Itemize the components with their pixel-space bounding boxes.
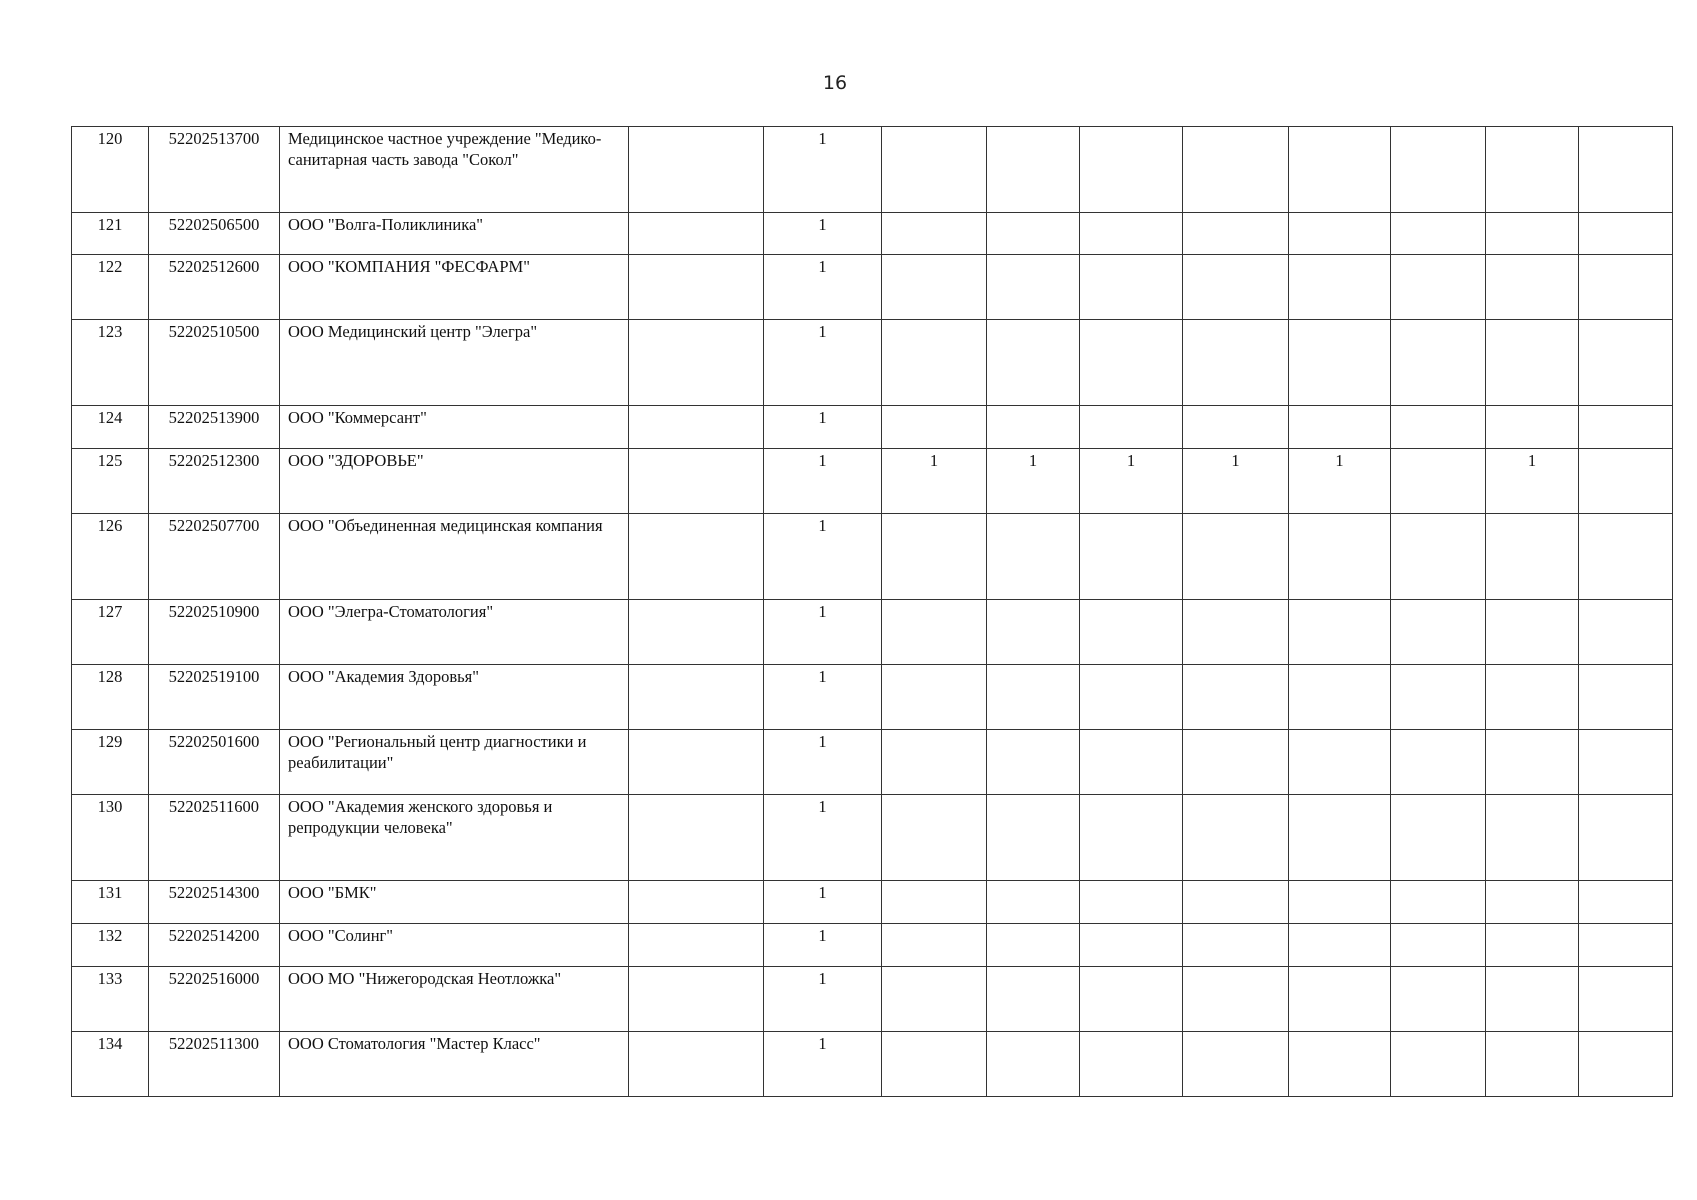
flag-cell [882,1032,987,1097]
flag-cell: 1 [764,665,882,730]
organization-code: 52202512600 [149,255,280,320]
table-row [72,127,1673,213]
flag-cell: 1 [1289,449,1391,514]
table-row [72,514,1673,600]
flag-cell [1486,1032,1579,1097]
flag-cell: 1 [764,967,882,1032]
flag-cell [1183,600,1289,665]
flag-cell [1080,967,1183,1032]
flag-cell [1391,665,1486,730]
row-number: 131 [72,881,149,924]
flag-cell [1080,730,1183,795]
flag-cell [1486,881,1579,924]
organization-code: 52202506500 [149,213,280,255]
flag-cell [882,406,987,449]
flag-cell [1486,514,1579,600]
flag-cell [987,255,1080,320]
flag-cell [1183,924,1289,967]
flag-cell [1391,924,1486,967]
table-row [72,449,1673,514]
flag-cell [1289,665,1391,730]
flag-cell: 1 [764,514,882,600]
flag-cell [1080,881,1183,924]
flag-cell [987,730,1080,795]
flag-cell [1579,600,1673,665]
flag-cell [987,213,1080,255]
flag-cell [1080,406,1183,449]
flag-cell [1289,795,1391,881]
flag-cell [1579,406,1673,449]
flag-cell [1183,881,1289,924]
organization-code: 52202510500 [149,320,280,406]
flag-cell [882,255,987,320]
flag-cell [1579,730,1673,795]
table-row [72,600,1673,665]
flag-cell [1289,967,1391,1032]
flag-cell [987,967,1080,1032]
row-number: 121 [72,213,149,255]
flag-cell: 1 [764,127,882,213]
flag-cell [1183,967,1289,1032]
organization-name: ООО МО "Нижегородская Неотложка" [280,967,629,1032]
organization-code: 52202514300 [149,881,280,924]
flag-cell [987,795,1080,881]
flag-cell [882,600,987,665]
flag-cell [1486,255,1579,320]
flag-cell [1183,514,1289,600]
organization-code: 52202510900 [149,600,280,665]
flag-cell [1391,967,1486,1032]
table-row [72,967,1673,1032]
table-row [72,730,1673,795]
flag-cell [1579,514,1673,600]
flag-cell [1183,1032,1289,1097]
row-number: 132 [72,924,149,967]
row-number: 120 [72,127,149,213]
flag-cell [1183,795,1289,881]
table-row [72,881,1673,924]
flag-cell [1391,449,1486,514]
flag-cell [1486,127,1579,213]
flag-cell [882,213,987,255]
flag-cell [629,213,764,255]
flag-cell [882,881,987,924]
flag-cell [1080,320,1183,406]
flag-cell [882,730,987,795]
flag-cell [1080,600,1183,665]
flag-cell [882,967,987,1032]
flag-cell [1183,127,1289,213]
flag-cell [882,320,987,406]
flag-cell: 1 [764,600,882,665]
row-number: 129 [72,730,149,795]
flag-cell [1080,127,1183,213]
flag-cell [882,665,987,730]
flag-cell [1289,127,1391,213]
flag-cell [1080,665,1183,730]
flag-cell [1579,320,1673,406]
flag-cell [1289,1032,1391,1097]
table-body [72,127,1673,1097]
organization-name: ООО "БМК" [280,881,629,924]
flag-cell [629,255,764,320]
flag-cell [987,320,1080,406]
flag-cell [629,795,764,881]
organization-code: 52202514200 [149,924,280,967]
flag-cell: 1 [1486,449,1579,514]
organization-code: 52202511600 [149,795,280,881]
flag-cell [1486,795,1579,881]
flag-cell: 1 [1080,449,1183,514]
flag-cell [1391,730,1486,795]
flag-cell [987,665,1080,730]
flag-cell [629,665,764,730]
flag-cell [1183,213,1289,255]
flag-cell [1579,795,1673,881]
table-row [72,255,1673,320]
organization-code: 52202519100 [149,665,280,730]
row-number: 126 [72,514,149,600]
flag-cell [1289,213,1391,255]
flag-cell [629,730,764,795]
table-row [72,924,1673,967]
organization-name: ООО Стоматология "Мастер Класс" [280,1032,629,1097]
table-row [72,406,1673,449]
flag-cell: 1 [764,881,882,924]
flag-cell [1391,881,1486,924]
table-row [72,795,1673,881]
flag-cell: 1 [764,320,882,406]
flag-cell [882,924,987,967]
organization-code: 52202513900 [149,406,280,449]
flag-cell [1579,967,1673,1032]
flag-cell: 1 [764,255,882,320]
row-number: 134 [72,1032,149,1097]
organization-name: ООО "Элегра-Стоматология" [280,600,629,665]
flag-cell [882,127,987,213]
row-number: 122 [72,255,149,320]
flag-cell [1486,213,1579,255]
flag-cell [1391,213,1486,255]
flag-cell [987,514,1080,600]
organization-name: ООО "Солинг" [280,924,629,967]
flag-cell [1080,255,1183,320]
flag-cell [629,320,764,406]
flag-cell [1183,320,1289,406]
organization-code: 52202507700 [149,514,280,600]
flag-cell [1391,795,1486,881]
flag-cell: 1 [764,1032,882,1097]
organization-name: ООО "Академия женского здоровья и репродукции человека" [280,795,629,881]
flag-cell: 1 [764,924,882,967]
organization-code: 52202511300 [149,1032,280,1097]
flag-cell [987,924,1080,967]
row-number: 130 [72,795,149,881]
flag-cell [629,406,764,449]
flag-cell [1289,600,1391,665]
flag-cell [1391,514,1486,600]
flag-cell [1391,1032,1486,1097]
flag-cell [1289,406,1391,449]
flag-cell [1579,1032,1673,1097]
flag-cell [1183,255,1289,320]
flag-cell [1486,600,1579,665]
flag-cell [1080,514,1183,600]
flag-cell: 1 [764,795,882,881]
flag-cell [629,600,764,665]
flag-cell [1579,255,1673,320]
organization-name: ООО Медицинский центр "Элегра" [280,320,629,406]
flag-cell: 1 [764,730,882,795]
flag-cell [1486,665,1579,730]
flag-cell [629,881,764,924]
organization-code: 52202513700 [149,127,280,213]
table-row [72,1032,1673,1097]
organization-name: Медицинское частное учреждение "Медико-санитарная часть завода "Сокол" [280,127,629,213]
flag-cell [1289,730,1391,795]
organization-code: 52202501600 [149,730,280,795]
flag-cell [1391,600,1486,665]
organization-name: ООО "Региональный центр диагностики и реабилитации" [280,730,629,795]
flag-cell [1289,924,1391,967]
table-row [72,320,1673,406]
flag-cell [629,924,764,967]
flag-cell: 1 [764,213,882,255]
flag-cell [1486,320,1579,406]
flag-cell [987,881,1080,924]
organization-name: ООО "КОМПАНИЯ "ФЕСФАРМ" [280,255,629,320]
flag-cell [987,1032,1080,1097]
organization-name: ООО "Коммерсант" [280,406,629,449]
table-row [72,213,1673,255]
flag-cell [1486,967,1579,1032]
organization-name: ООО "Волга-Поликлиника" [280,213,629,255]
flag-cell [1579,213,1673,255]
flag-cell: 1 [764,406,882,449]
organization-name: ООО "ЗДОРОВЬЕ" [280,449,629,514]
organization-code: 52202516000 [149,967,280,1032]
flag-cell [629,449,764,514]
flag-cell [629,1032,764,1097]
flag-cell [1579,665,1673,730]
organization-name: ООО "Академия Здоровья" [280,665,629,730]
row-number: 125 [72,449,149,514]
flag-cell: 1 [764,449,882,514]
flag-cell [987,406,1080,449]
organization-name: ООО "Объединенная медицинская компания [280,514,629,600]
row-number: 128 [72,665,149,730]
flag-cell [1391,255,1486,320]
flag-cell [1486,730,1579,795]
table-row [72,665,1673,730]
flag-cell [987,127,1080,213]
flag-cell [1391,127,1486,213]
flag-cell [1579,449,1673,514]
page-number: 16 [822,72,848,94]
organization-code: 52202512300 [149,449,280,514]
flag-cell [1080,924,1183,967]
row-number: 124 [72,406,149,449]
flag-cell [1391,320,1486,406]
flag-cell [882,795,987,881]
flag-cell [1080,795,1183,881]
flag-cell [629,514,764,600]
flag-cell [1579,881,1673,924]
flag-cell [1391,406,1486,449]
flag-cell: 1 [882,449,987,514]
flag-cell [1579,127,1673,213]
flag-cell [1486,406,1579,449]
flag-cell [1579,924,1673,967]
flag-cell [987,600,1080,665]
flag-cell [882,514,987,600]
flag-cell [1183,406,1289,449]
flag-cell: 1 [1183,449,1289,514]
row-number: 127 [72,600,149,665]
flag-cell: 1 [987,449,1080,514]
row-number: 133 [72,967,149,1032]
flag-cell [1289,881,1391,924]
flag-cell [1080,1032,1183,1097]
flag-cell [1183,665,1289,730]
flag-cell [1486,924,1579,967]
flag-cell [1080,213,1183,255]
flag-cell [1183,730,1289,795]
flag-cell [1289,514,1391,600]
flag-cell [1289,255,1391,320]
organization-table [71,126,1673,1097]
flag-cell [629,967,764,1032]
row-number: 123 [72,320,149,406]
flag-cell [1289,320,1391,406]
flag-cell [629,127,764,213]
